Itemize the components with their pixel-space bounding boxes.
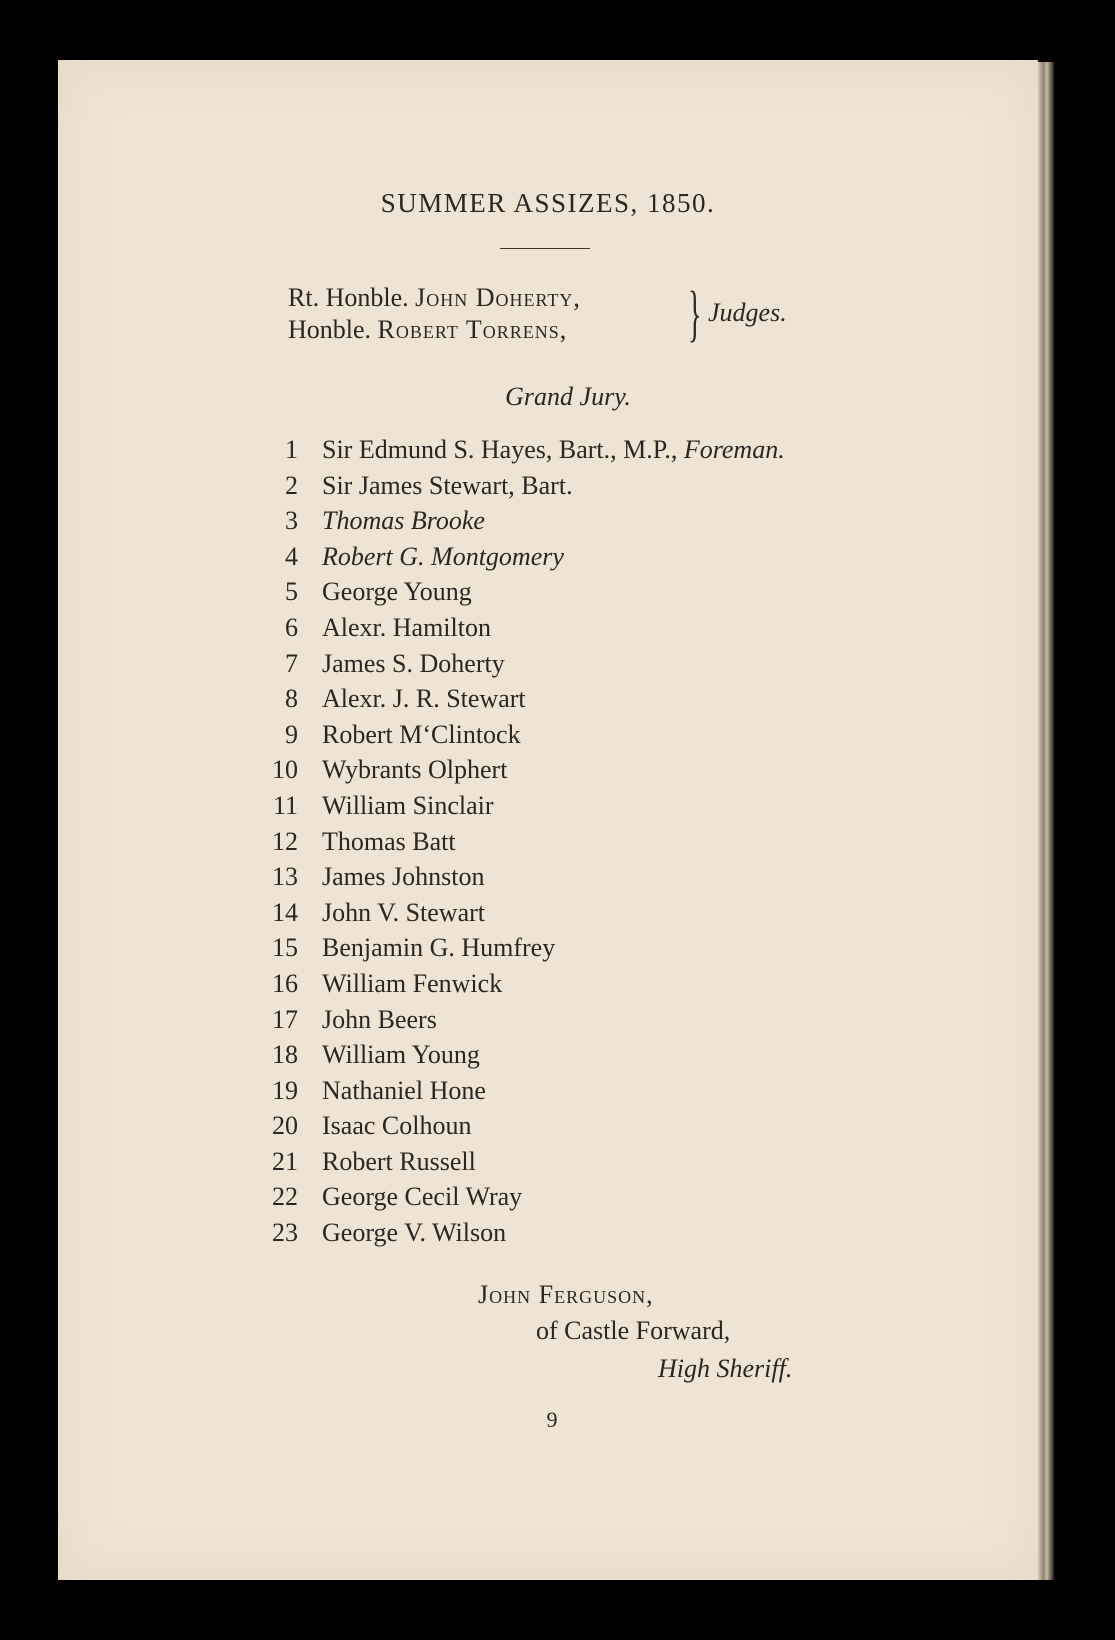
- juror-name: Robert G. Montgomery: [322, 541, 564, 571]
- jury-number: 9: [285, 719, 298, 749]
- judges-label: Judges.: [708, 298, 787, 327]
- juror-name: Thomas Batt: [322, 826, 456, 856]
- judges-block: [288, 282, 581, 346]
- list-item: [246, 646, 785, 682]
- list-item: [246, 1144, 785, 1180]
- judge-2-name: Robert Torrens,: [377, 315, 568, 344]
- jury-number: 19: [272, 1075, 298, 1105]
- list-item: [246, 1037, 785, 1073]
- jury-number: 20: [272, 1111, 298, 1141]
- juror-name: Alexr. Hamilton: [322, 612, 491, 642]
- list-item: [246, 930, 785, 966]
- juror-name: James Johnston: [322, 862, 485, 892]
- juror-name: Alexr. J. R. Stewart: [322, 684, 526, 714]
- jury-number: 6: [285, 612, 298, 642]
- list-item: [246, 966, 785, 1002]
- book-page: [58, 60, 1038, 1580]
- juror-name: James S. Doherty: [322, 648, 505, 678]
- juror-name: Robert Russell: [322, 1146, 476, 1176]
- sheriff-name: John Ferguson,: [478, 1280, 654, 1309]
- list-item: [246, 895, 785, 931]
- jury-number: 3: [285, 506, 298, 536]
- sheriff-title: High Sheriff.: [658, 1354, 793, 1383]
- jury-number: 15: [272, 933, 298, 963]
- list-item: [246, 1073, 785, 1109]
- juror-name: George Cecil Wray: [322, 1182, 523, 1212]
- judge-1-prefix: Rt. Honble.: [288, 283, 409, 312]
- list-item: [246, 1108, 785, 1144]
- judge-1-name: John Doherty,: [415, 283, 581, 312]
- judge-line-1: [288, 282, 581, 314]
- juror-name: Thomas Brooke: [322, 506, 485, 536]
- page-title: SUMMER ASSIZES, 1850.: [380, 188, 716, 218]
- juror-name: William Young: [322, 1040, 480, 1070]
- jury-number: 21: [272, 1146, 298, 1176]
- jury-number: 1: [285, 435, 298, 464]
- judge-line-2: [288, 314, 581, 346]
- grand-jury-heading: Grand Jury.: [505, 382, 631, 411]
- list-item: [246, 610, 785, 646]
- list-item: [246, 1215, 785, 1251]
- jury-number: 12: [272, 826, 298, 856]
- jury-number: 14: [272, 897, 298, 927]
- list-item: [246, 824, 785, 860]
- list-item: [246, 503, 785, 539]
- list-item: [246, 1179, 785, 1215]
- juror-name: Robert M‘Clintock: [322, 719, 521, 749]
- juror-name: George Young: [322, 577, 472, 607]
- jury-number: 17: [272, 1004, 298, 1034]
- list-item: [246, 788, 785, 824]
- jury-number: 10: [272, 755, 298, 785]
- juror-name: John Beers: [322, 1004, 437, 1034]
- juror-name: William Fenwick: [322, 968, 503, 998]
- list-item: [246, 859, 785, 895]
- jury-number: 11: [272, 790, 298, 820]
- jury-number: 16: [272, 968, 298, 998]
- list-item: [246, 717, 785, 753]
- juror-name: Wybrants Olphert: [322, 755, 508, 785]
- juror-name: George V. Wilson: [322, 1218, 507, 1248]
- list-item: [246, 539, 785, 575]
- jury-number: 4: [285, 541, 298, 571]
- jury-number: 7: [285, 648, 298, 678]
- brace-glyph: }: [688, 280, 702, 348]
- jury-number: 8: [285, 684, 298, 714]
- juror-name: Sir James Stewart, Bart.: [322, 470, 573, 500]
- jury-number: 2: [285, 470, 298, 500]
- list-item: [246, 574, 785, 610]
- juror-name: Isaac Colhoun: [322, 1111, 472, 1141]
- list-item: [246, 1002, 785, 1038]
- juror-name: Benjamin G. Humfrey: [322, 933, 556, 963]
- list-item: [246, 468, 785, 504]
- judge-2-prefix: Honble.: [288, 315, 372, 344]
- jury-number: 5: [285, 577, 298, 607]
- list-item: [246, 752, 785, 788]
- jury-number: 23: [272, 1218, 298, 1248]
- list-item: [246, 681, 785, 717]
- juror-role: Foreman.: [683, 435, 785, 464]
- jury-number: 22: [272, 1182, 298, 1212]
- juror-name: Nathaniel Hone: [322, 1075, 486, 1105]
- grand-jury-list: [246, 432, 785, 1251]
- list-item: [246, 432, 785, 468]
- juror-name: William Sinclair: [322, 790, 494, 820]
- jury-number: 13: [272, 862, 298, 892]
- sheriff-place: of Castle Forward,: [536, 1316, 731, 1345]
- book-page-edge: [1038, 62, 1054, 1580]
- juror-name: Sir Edmund S. Hayes, Bart., M.P.,: [322, 435, 678, 464]
- title-rule: [500, 248, 590, 249]
- juror-name: John V. Stewart: [322, 897, 485, 927]
- jury-number: 18: [272, 1040, 298, 1070]
- page-number: 9: [546, 1407, 558, 1432]
